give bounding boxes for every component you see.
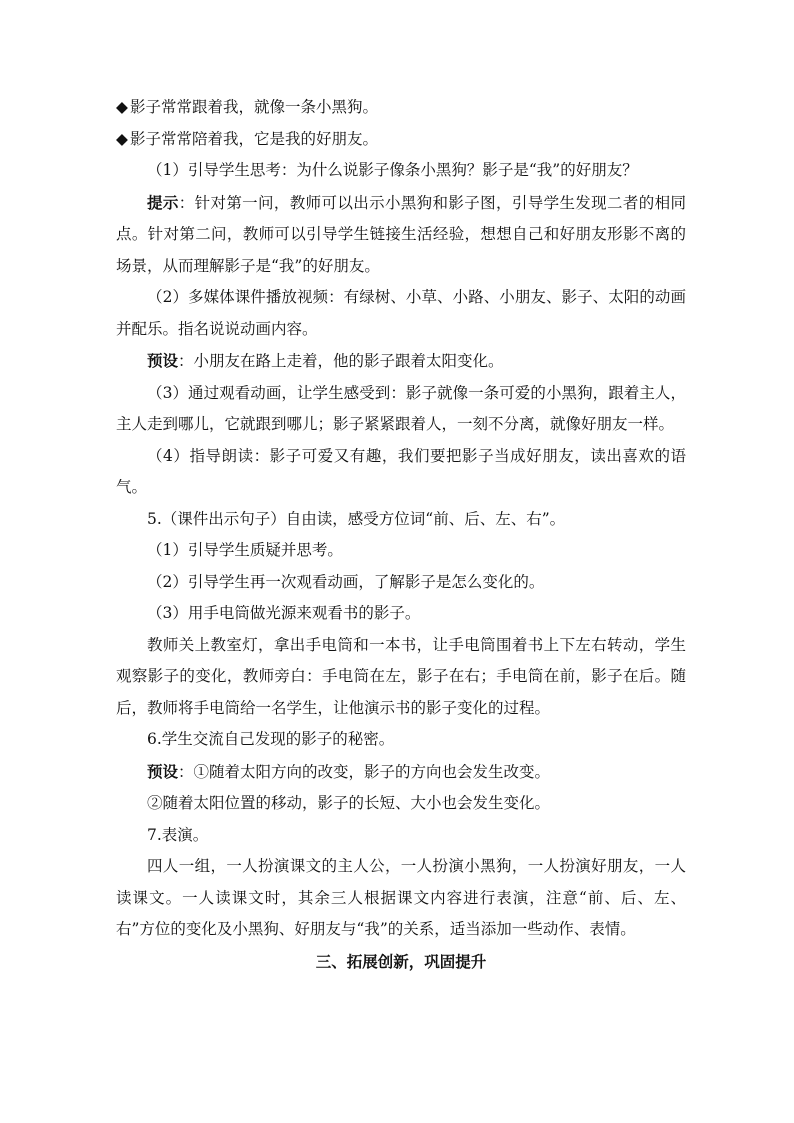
preset-label: 预设 (147, 761, 179, 781)
diamond-bullet-icon: ◆ (116, 129, 128, 148)
paragraph-item-5-2: （2）引导学生再一次观看动画，了解影子是怎么变化的。 (147, 572, 545, 591)
preset-text: ：①随着太阳方向的改变，影子的方向也会发生改变。 (178, 762, 551, 781)
section-heading: 三、拓展创新，巩固提升 (315, 951, 487, 971)
paragraph-performance: 四人一组，一人扮演课文的主人公，一人扮演小黑狗，一人扮演好朋友，一人读课文。一人读课文时，其余三人根据课文内容进行表演，注意“前、后、左、右”方位的变化及小黑狗、好朋友与“我”的关系，适当添加一些动作、表情。 (116, 857, 686, 938)
diamond-bullet-icon: ◆ (116, 98, 128, 116)
preset-label: 预设 (147, 351, 179, 370)
poem-line-1 (116, 92, 686, 124)
hint-text: ：针对第一问，教师可以出示小黑狗和影子图，引导学生发现二者的相同点。针对第二问，教师可以引导学生链接生活经验，想想自己和好朋友形影不离的场景，从而理解影子是“我”的好朋友。 (116, 193, 686, 275)
poem-line-1-text: 影子常常跟着我，就像一条小黑狗。 (130, 98, 379, 116)
paragraph-item-6: 6.学生交流自己发现的影子的秘密。 (147, 730, 395, 748)
paragraph-step-2: （2）多媒体课件播放视频：有绿树、小草、小路、小朋友、影子、太阳的动画并配乐。指名说说动画内容。 (116, 288, 686, 338)
preset-text: ：小朋友在路上走着，他的影子跟着太阳变化。 (178, 352, 504, 370)
poem-line-2-text: 影子常常陪着我，它是我的好朋友。 (130, 129, 379, 148)
paragraph-item-7: 7.表演。 (147, 825, 209, 844)
paragraph-item-5-3: （3）用手电筒做光源来观看书的影子。 (147, 604, 421, 622)
paragraph-step-1: （1）引导学生思考：为什么说影子像条小黑狗？影子是“我”的好朋友？ (147, 161, 638, 179)
paragraph-hint (116, 187, 686, 283)
paragraph-preset-2 (116, 756, 686, 789)
paragraph-flashlight-demo: 教师关上教室灯，拿出手电筒和一本书，让手电筒围着书上下左右转动，学生观察影子的变化，教师旁白：手电筒在左，影子在右；手电筒在前，影子在后。随后，教师将手电筒给一名学生，让他演示书的影子变化的过程。 (116, 635, 686, 717)
poem-line-2 (116, 124, 686, 156)
paragraph-step-4: （4）指导朗读：影子可爱又有趣，我们要把影子当成好朋友，读出喜欢的语气。 (116, 446, 686, 496)
paragraph-preset-2b: ②随着太阳位置的移动，影子的长短、大小也会发生变化。 (147, 794, 551, 812)
paragraph-item-5: 5.（课件出示句子）自由读，感受方位词“前、后、左、右”。 (147, 509, 566, 528)
paragraph-step-3: （3）通过观看动画，让学生感受到：影子就像一条可爱的小黑狗，跟着主人，主人走到哪儿，它就跟到哪儿；影子紧紧跟着人，一刻不分离，就像好朋友一样。 (116, 383, 686, 433)
paragraph-preset-1 (116, 345, 686, 378)
document-body (116, 92, 686, 977)
paragraph-item-5-1: （1）引导学生质疑并思考。 (147, 541, 343, 559)
hint-label: 提示 (147, 192, 179, 212)
